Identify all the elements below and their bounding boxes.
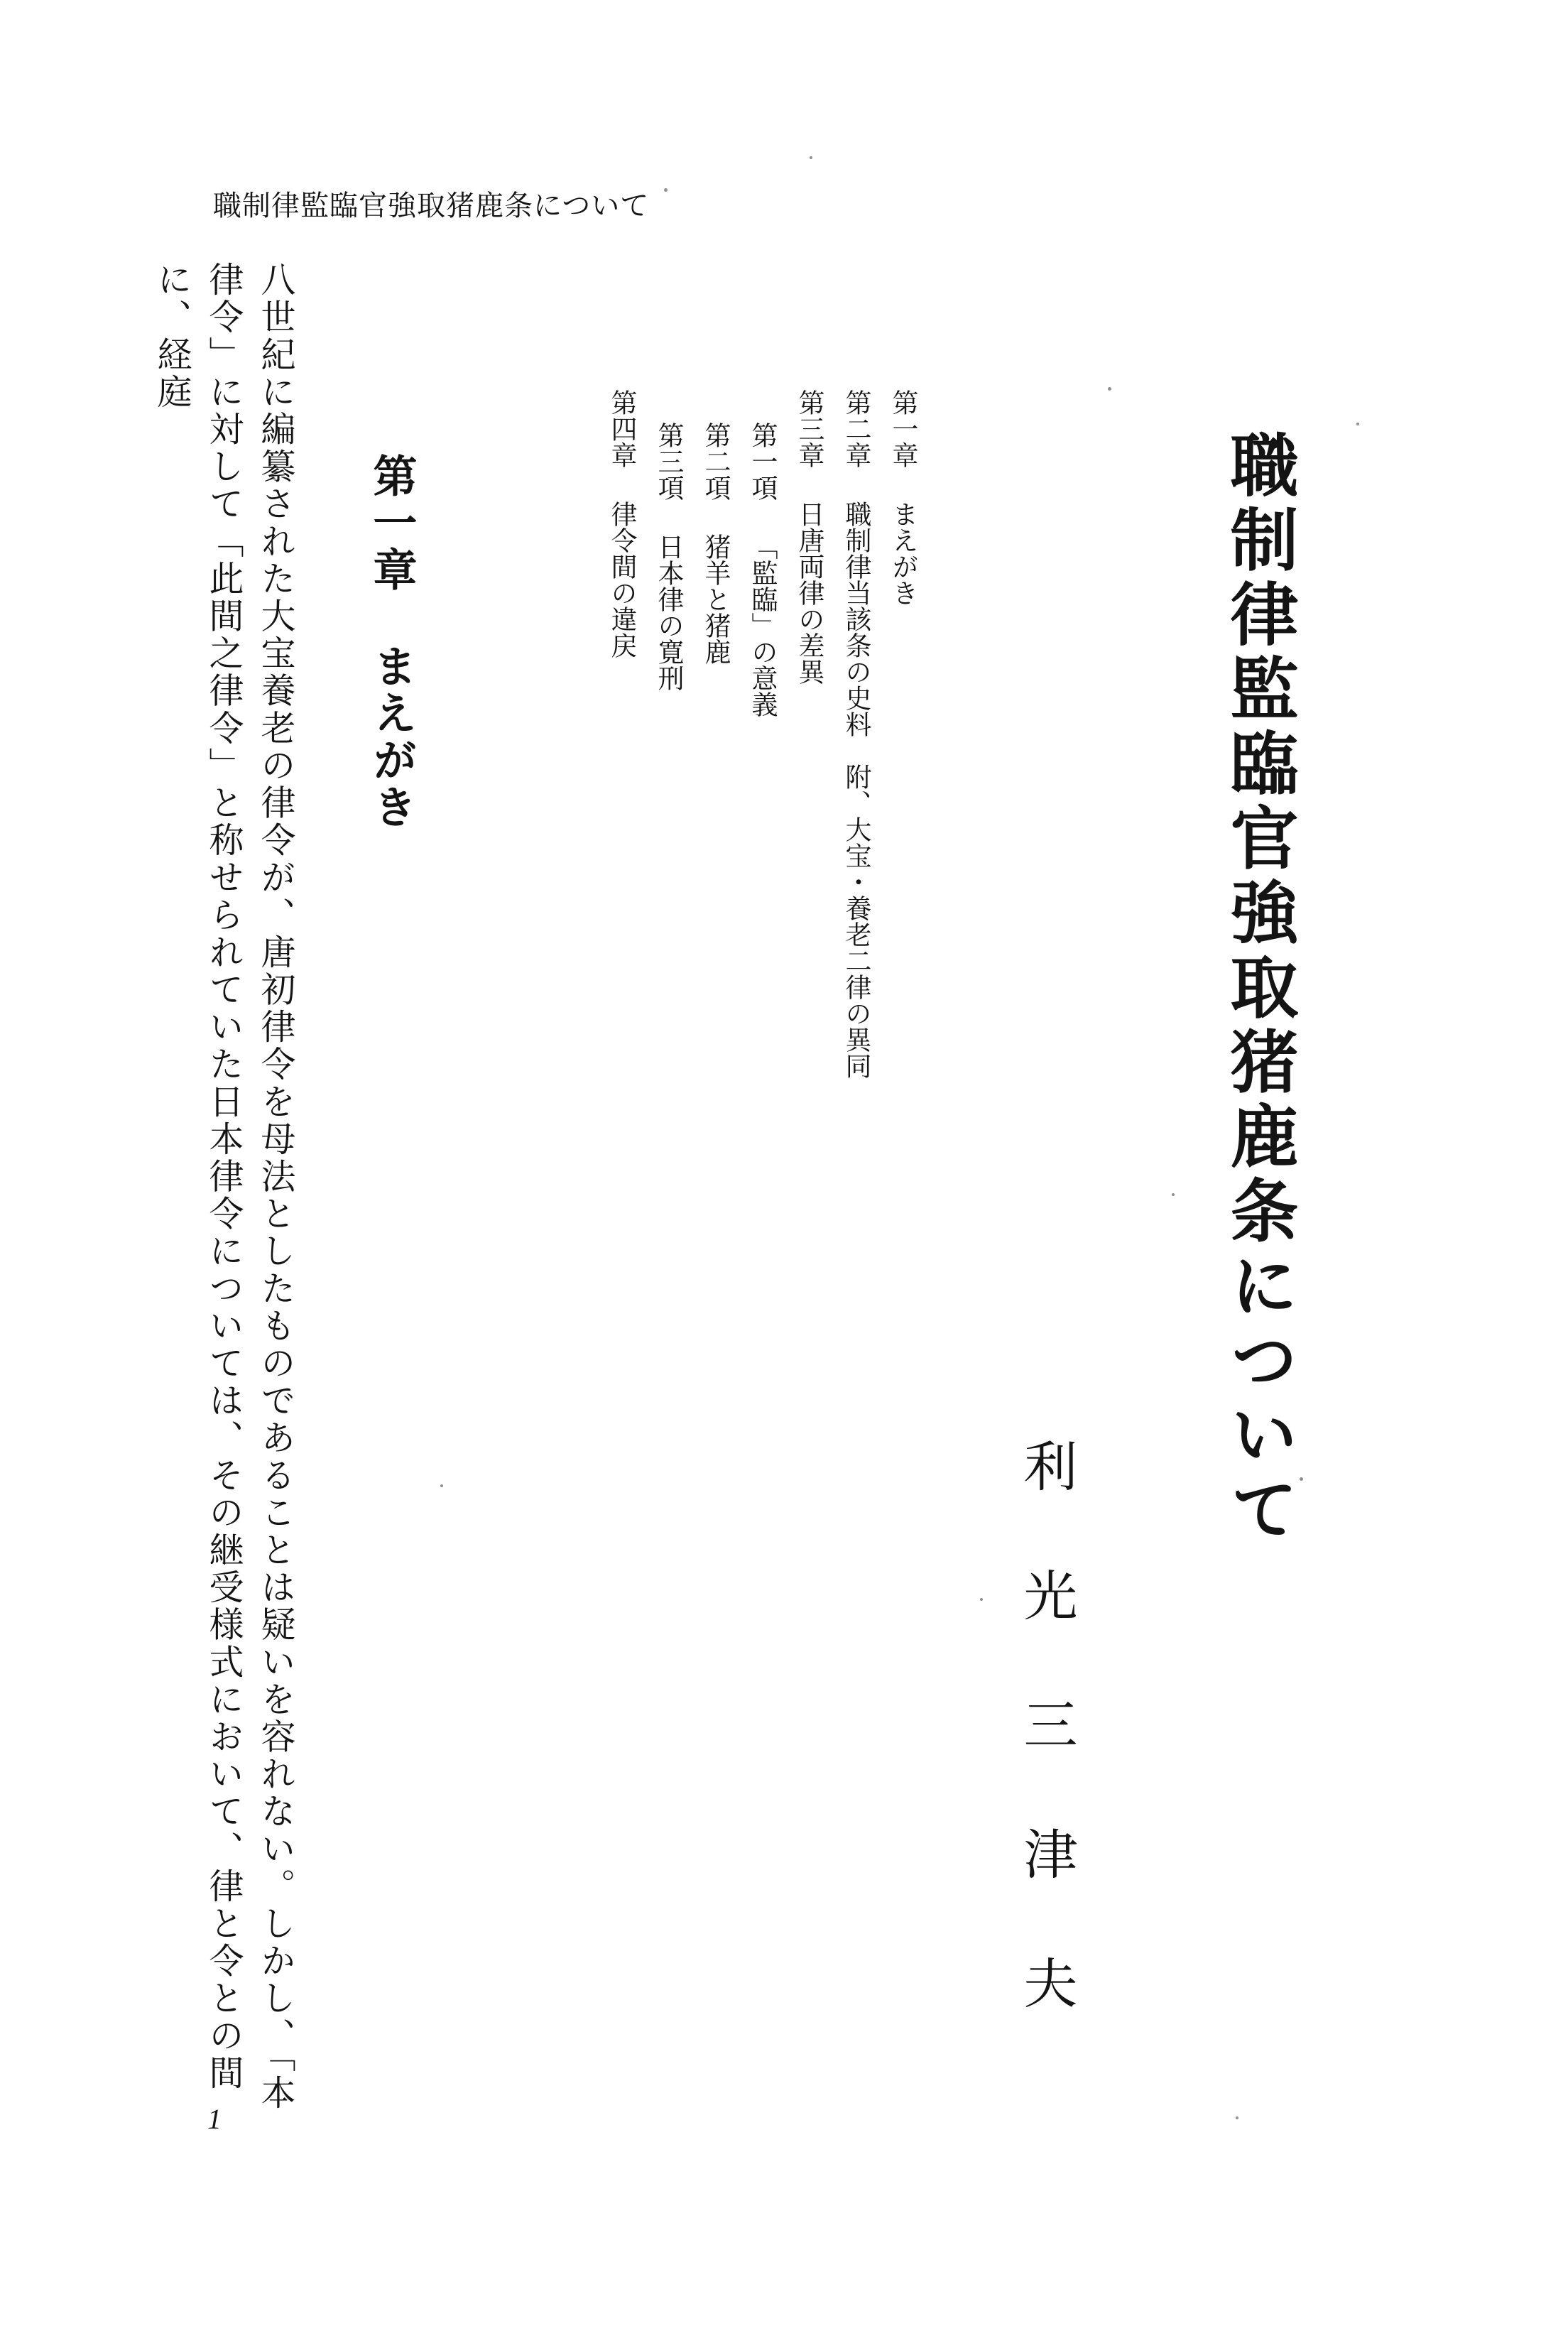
body-paragraph: 八世紀に編纂された大宝養老の律令が、唐初律令を母法としたものであることは疑いを容れない。しかし、「本律令」に対して「此間之律令」と称せられていた日本律令については、その継受様式において、律と令との間に、経庭 xyxy=(152,261,296,2112)
toc-item-label: 「監臨」の意義 xyxy=(747,533,778,717)
scan-speck xyxy=(1108,387,1111,391)
toc-item-number: 第三項 xyxy=(653,422,684,501)
toc-item xyxy=(890,389,916,606)
page-title: 職制律監臨官強取猪鹿条について xyxy=(1219,430,1300,1548)
toc-item xyxy=(796,389,822,685)
toc-item xyxy=(747,422,778,717)
toc-item-number: 第三章 xyxy=(794,389,824,468)
running-head: 職制律監臨官強取猪鹿条について xyxy=(213,190,650,222)
page-number: 1 xyxy=(207,2103,222,2135)
scan-speck xyxy=(1172,1193,1175,1196)
toc-item xyxy=(702,422,729,665)
toc-item-label: 日本律の寛刑 xyxy=(653,533,684,691)
table-of-contents xyxy=(606,389,918,1206)
author-name: 利光三津夫 xyxy=(1015,1438,1078,2085)
scan-speck xyxy=(980,1598,983,1601)
scan-speck xyxy=(440,1484,443,1487)
toc-item-label: 猪羊と猪鹿 xyxy=(700,533,731,665)
toc-item-number: 第二項 xyxy=(700,422,731,501)
toc-item xyxy=(606,389,637,658)
toc-item-label: 律令間の違戻 xyxy=(606,501,637,658)
toc-item-number: 第一項 xyxy=(747,422,778,501)
chapter-title: まえがき xyxy=(366,643,418,831)
scan-speck xyxy=(1356,423,1359,425)
chapter-heading xyxy=(366,453,418,831)
scan-speck xyxy=(810,156,812,159)
toc-item-label: 日唐両律の差異 xyxy=(794,501,824,685)
toc-item-number: 第四章 xyxy=(606,389,637,468)
toc-item xyxy=(655,422,682,691)
toc-item-label: まえがき xyxy=(888,501,918,606)
toc-item xyxy=(843,389,869,1079)
toc-item-label: 職制律当該条の史料 附、大宝・養老二律の異同 xyxy=(841,501,871,1079)
chapter-number: 第一章 xyxy=(366,453,418,594)
toc-item-number: 第一章 xyxy=(888,389,918,468)
scan-speck xyxy=(1300,1477,1303,1481)
toc-item-number: 第二章 xyxy=(841,389,871,468)
scan-speck xyxy=(664,188,668,192)
scan-speck xyxy=(1236,2116,1238,2119)
